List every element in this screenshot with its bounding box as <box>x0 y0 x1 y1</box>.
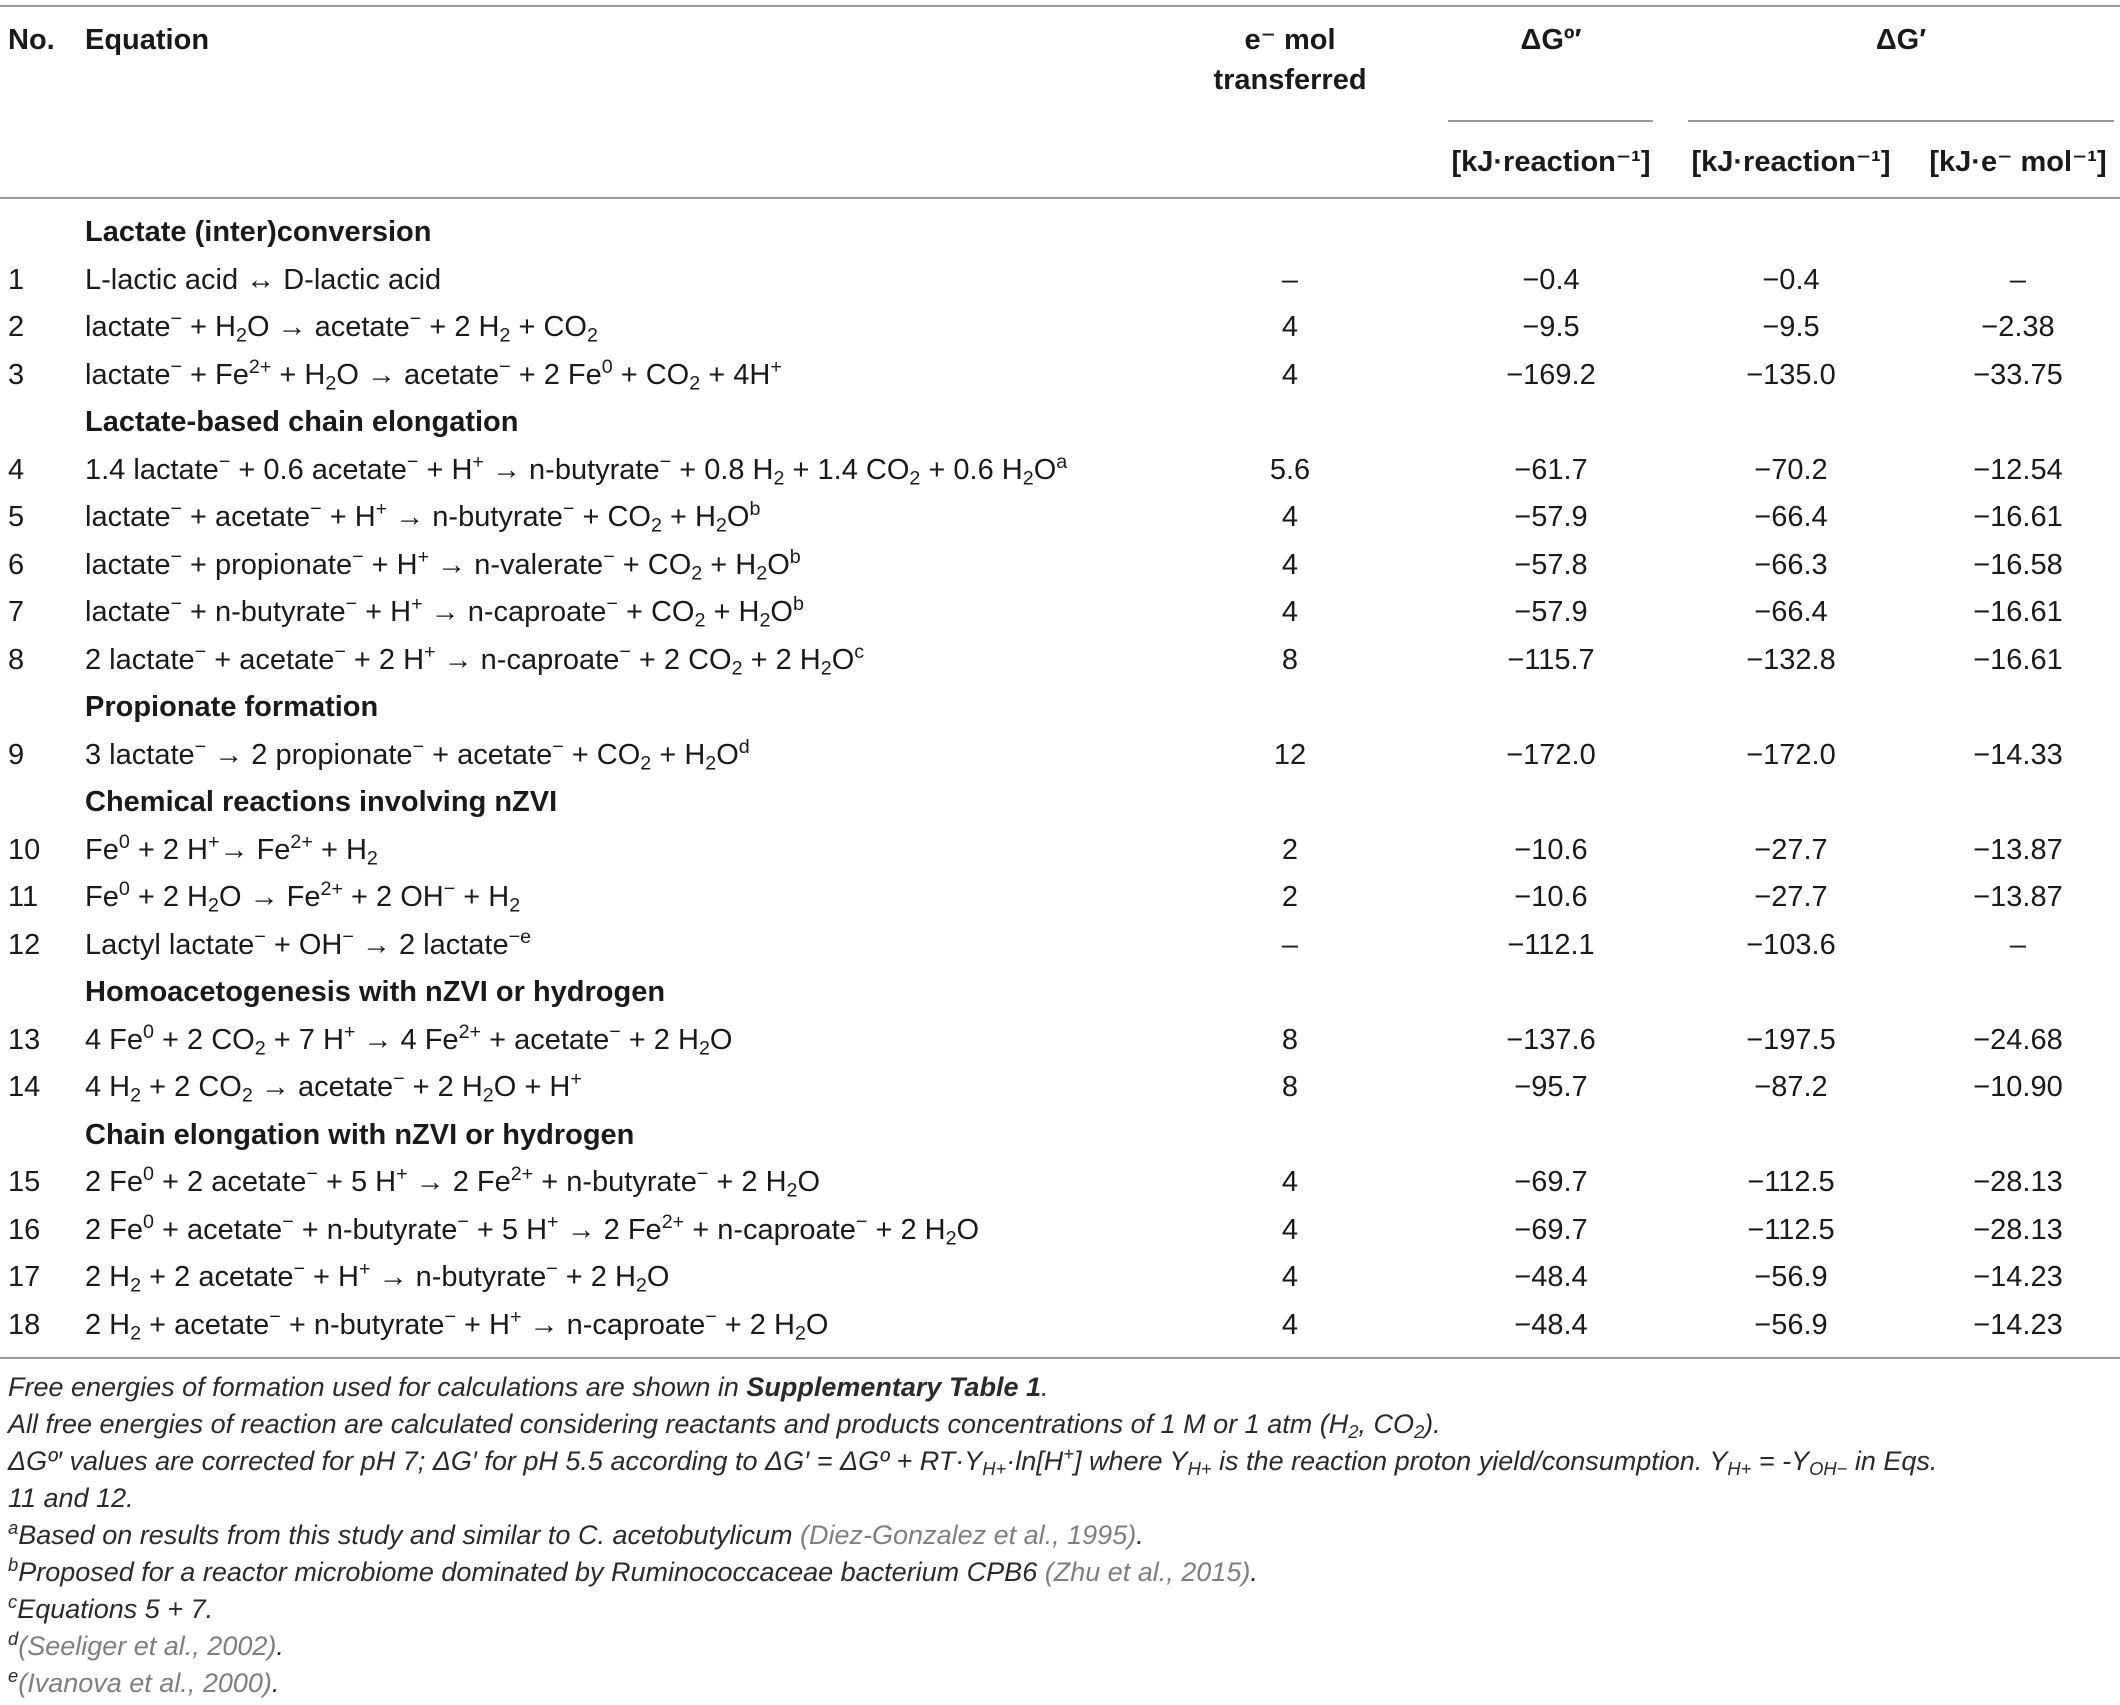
equation: Lactyl lactate− + OH− → 2 lactate$^{-e}$ <box>85 925 532 961</box>
dg-value: −66.3 <box>1754 548 1828 581</box>
dg-emol-value: – <box>2009 928 2027 961</box>
equation: lactate− + propionate− + H+ → n-valerate− + $CO_2 + H_2O^b$ <box>85 545 801 585</box>
dg-value: −172.0 <box>1746 738 1836 771</box>
header-rule <box>0 197 2120 199</box>
e-mol-value: – <box>1281 928 1299 961</box>
section-header: Chain elongation with nZVI or hydrogen <box>85 1118 635 1151</box>
row-number: 9 <box>8 738 25 771</box>
e-mol-value: 4 <box>1281 311 1299 343</box>
dg0-value: −0.4 <box>1522 263 1580 296</box>
row-number: 15 <box>8 1166 41 1198</box>
footnote-formation: Free energies of formation used for calculations are shown in Supplementary Table 1. <box>8 1372 1049 1402</box>
header-unit-emol: [kJ·e⁻ mol⁻¹] <box>1929 146 2107 178</box>
equation: lactate− + $H_2O$ → acetate− + 2 $H_2 + CO_2$ <box>85 308 598 347</box>
ref-ivanova[interactable]: (Ivanova et al., 2000) <box>18 1668 272 1698</box>
equation: $Fe^0 + 2$ $H_2O \to Fe^{2+} + 2$ $OH^- + H_2$ <box>85 878 521 917</box>
equation: lactate− + n-butyrate− + H+ → n-caproate− + $CO_2 + H_2O^b$ <box>85 593 804 632</box>
dg0-value: −69.7 <box>1514 1213 1588 1246</box>
dg0-value: −115.7 <box>1507 643 1595 676</box>
dg-value: −112.5 <box>1747 1213 1835 1246</box>
dg-emol-value: −16.58 <box>1973 548 2063 581</box>
equation: 2 $Fe^0 + 2$ acetate− + 5 H+ → 2 $Fe^{2+}$ + n-butyrate− + 2 $H_2O$ <box>85 1163 821 1202</box>
dg0-underline <box>1448 120 1653 122</box>
footnote-ph-correction-cont: 11 and 12. <box>8 1483 134 1513</box>
section-header: Propionate formation <box>85 691 379 723</box>
dg-value: −56.9 <box>1754 1261 1828 1293</box>
e-mol-value: – <box>1281 263 1299 296</box>
equation: 3 lactate− → 2 propionate− + acetate− + $CO_2 + H_2O^d$ <box>85 735 750 775</box>
top-rule <box>0 5 2120 7</box>
dg-emol-value: – <box>2009 263 2027 296</box>
equation: 2 $Fe^0$ + acetate− + n-butyrate− + 5 H+ → 2 $Fe^{2+}$ + n-caproate− + 2 $H_2O$ <box>85 1210 980 1250</box>
e-mol-value: 4 <box>1281 1308 1299 1341</box>
row-number: 1 <box>8 263 25 296</box>
dg0-value: −57.9 <box>1514 596 1588 628</box>
footnote-b: $^b$Proposed for a reactor microbiome dominated by Ruminococcaceae bacterium CPB6 (Zhu et al., 2015). <box>8 1553 1258 1587</box>
e-mol-value: 8 <box>1281 1071 1299 1103</box>
dg-value: −66.4 <box>1754 501 1828 533</box>
equation: 2 $H_2 + 2$ acetate− + H+ → n-butyrate− + 2 $H_2O$ <box>85 1258 670 1297</box>
footnote-e: $^e$(Ivanova et al., 2000). <box>8 1664 280 1698</box>
equation: L-lactic acid ↔ D-lactic acid <box>85 263 442 296</box>
dg-value: −27.7 <box>1754 881 1828 913</box>
dg-value: −0.4 <box>1762 263 1820 296</box>
header-unit-dg: [kJ·reaction⁻¹] <box>1691 146 1891 178</box>
dg0-value: −169.2 <box>1506 358 1596 391</box>
e-mol-value: 8 <box>1281 1023 1299 1056</box>
dg-emol-value: −14.33 <box>1973 738 2063 771</box>
dg0-value: −57.9 <box>1514 501 1588 533</box>
row-number: 10 <box>8 833 41 866</box>
header-transferred: transferred <box>1213 64 1367 96</box>
e-mol-value: 4 <box>1281 1213 1299 1246</box>
dg0-value: −69.7 <box>1514 1166 1588 1198</box>
row-number: 16 <box>8 1213 41 1246</box>
equation: $Fe^0 + 2$ $H^+\to Fe^{2+} + H_2$ <box>85 830 378 870</box>
equation: lactate− + $Fe^{2+} + H_2O$ → acetate− + 2 $Fe^0 + CO_2 + 4H^+$ <box>85 355 782 395</box>
e-mol-value: 2 <box>1281 833 1299 866</box>
section-header: Lactate-based chain elongation <box>85 406 519 438</box>
dg-value: −9.5 <box>1762 311 1820 343</box>
row-number: 11 <box>8 881 39 913</box>
dg0-value: −48.4 <box>1514 1261 1588 1293</box>
dg-emol-value: −28.13 <box>1973 1166 2063 1198</box>
e-mol-value: 4 <box>1281 548 1299 581</box>
header-e-mol: e⁻ mol <box>1244 24 1336 56</box>
footnote-c: $^c$Equations 5 + 7. <box>8 1590 214 1624</box>
row-number: 8 <box>8 643 25 676</box>
dg-emol-value: −2.38 <box>1981 311 2055 343</box>
dg0-value: −10.6 <box>1514 833 1588 866</box>
equation: lactate− + acetate− + H+ → n-butyrate− + $CO_2 + H_2O^b$ <box>85 498 761 537</box>
dg0-value: −172.0 <box>1506 738 1596 771</box>
dg-value: −112.5 <box>1747 1166 1835 1198</box>
row-number: 17 <box>8 1261 41 1293</box>
e-mol-value: 4 <box>1281 1261 1299 1293</box>
equation: 4 $H_2 + 2$ $CO_2$ → acetate− + 2 $H_2O + H^+$ <box>85 1068 582 1107</box>
dg0-value: −9.5 <box>1522 311 1580 343</box>
equation: 1.4 lactate− + 0.6 acetate− + H+ → n-butyrate− + 0.8 $H_2 + 1.4$ $CO_2 + 0.6$ $H_2O^a$ <box>85 450 1068 490</box>
e-mol-value: 4 <box>1281 596 1299 628</box>
equation: 2 lactate− + acetate− + 2 H+ → n-caproate− + 2 $CO_2 + 2$ $H_2O^c$ <box>85 640 865 680</box>
header-equation: Equation <box>85 24 210 56</box>
dg-value: −56.9 <box>1754 1308 1828 1341</box>
row-number: 18 <box>8 1308 41 1341</box>
e-mol-value: 4 <box>1281 1166 1299 1198</box>
section-header: Lactate (inter)conversion <box>85 216 432 248</box>
row-number: 4 <box>8 453 25 486</box>
ref-seeliger[interactable]: (Seeliger et al., 2002) <box>18 1631 277 1661</box>
header-no: No. <box>8 24 55 56</box>
dg-emol-value: −14.23 <box>1973 1261 2063 1293</box>
ref-zhu[interactable]: (Zhu et al., 2015) <box>1044 1557 1251 1587</box>
dg-emol-value: −13.87 <box>1973 833 2063 866</box>
row-number: 2 <box>8 311 25 343</box>
dg-emol-value: −16.61 <box>1973 596 2063 628</box>
dg-emol-value: −16.61 <box>1973 501 2063 533</box>
e-mol-value: 5.6 <box>1269 453 1311 486</box>
dg-value: −27.7 <box>1754 833 1828 866</box>
dg0-value: −10.6 <box>1514 881 1588 913</box>
footnote-concentrations: All free energies of reaction are calculated considering reactants and products concentrations of 1 M or 1 atm ($H_2$, $CO_2$). <box>8 1409 1441 1443</box>
dg0-value: −112.1 <box>1507 928 1595 961</box>
dg-value: −135.0 <box>1746 358 1836 391</box>
dg-emol-value: −13.87 <box>1973 881 2063 913</box>
e-mol-value: 12 <box>1273 738 1307 771</box>
dg0-value: −137.6 <box>1506 1023 1596 1056</box>
dg-emol-value: −12.54 <box>1973 453 2063 486</box>
dg-value: −103.6 <box>1746 928 1836 961</box>
dg-value: −132.8 <box>1746 643 1836 676</box>
dg-value: −66.4 <box>1754 596 1828 628</box>
row-number: 5 <box>8 501 25 533</box>
header-unit-dg0: [kJ·reaction⁻¹] <box>1451 146 1651 178</box>
dg-underline <box>1688 120 2114 122</box>
dg-value: −197.5 <box>1746 1023 1836 1056</box>
dg-emol-value: −16.61 <box>1973 643 2063 676</box>
header-dg0: ΔGº′ <box>1520 24 1582 56</box>
equation: 4 $Fe^0 + 2$ $CO_2 + 7$ H+ → 4 $Fe^{2+}$ + acetate− + 2 $H_2O$ <box>85 1020 733 1060</box>
dg0-value: −61.7 <box>1514 453 1588 486</box>
ref-diez-gonzalez[interactable]: (Diez-Gonzalez et al., 1995) <box>800 1520 1137 1550</box>
e-mol-value: 4 <box>1281 358 1299 391</box>
dg-emol-value: −28.13 <box>1973 1213 2063 1246</box>
e-mol-value: 4 <box>1281 501 1299 533</box>
e-mol-value: 8 <box>1281 643 1299 676</box>
equation: 2 $H_2$ + acetate− + n-butyrate− + H+ → n-caproate− + 2 $H_2O$ <box>85 1305 829 1345</box>
dg0-value: −48.4 <box>1514 1308 1588 1341</box>
footnote-d: $^d$(Seeliger et al., 2002). <box>8 1627 284 1661</box>
row-number: 7 <box>8 596 25 628</box>
dg0-value: −95.7 <box>1514 1071 1588 1103</box>
dg-emol-value: −33.75 <box>1973 358 2063 391</box>
dg0-value: −57.8 <box>1514 548 1588 581</box>
dg-value: −70.2 <box>1754 453 1828 486</box>
supplementary-table-link[interactable]: Supplementary Table 1 <box>746 1372 1041 1402</box>
row-number: 13 <box>8 1023 41 1056</box>
section-header: Homoacetogenesis with nZVI or hydrogen <box>85 976 666 1008</box>
dg-emol-value: −14.23 <box>1973 1308 2063 1341</box>
footnote-a: $^a$Based on results from this study and similar to C. acetobutylicum (Diez-Gonzalez et al., 1995). <box>8 1516 1144 1550</box>
row-number: 12 <box>8 928 41 961</box>
row-number: 14 <box>8 1071 41 1103</box>
footnote-ph-correction: ΔGº′ values are corrected for pH 7; ΔG′ for pH 5.5 according to ΔG′ = ΔGº + $RT\cdot Y_{H+}\cdot\ln[H^+]$ where $Y_{H+}$ is the reaction proton yield/consumption. $Y_{H+} = -Y_{OH-}$ in Eqs. <box>8 1442 1938 1480</box>
e-mol-value: 2 <box>1281 881 1299 913</box>
dg-emol-value: −24.68 <box>1973 1023 2063 1056</box>
dg-emol-value: −10.90 <box>1973 1071 2063 1103</box>
row-number: 3 <box>8 358 25 391</box>
section-header: Chemical reactions involving nZVI <box>85 786 558 818</box>
row-number: 6 <box>8 548 25 581</box>
header-dg: ΔG′ <box>1875 24 1927 56</box>
dg-value: −87.2 <box>1754 1071 1828 1103</box>
bottom-rule <box>0 1357 2120 1359</box>
